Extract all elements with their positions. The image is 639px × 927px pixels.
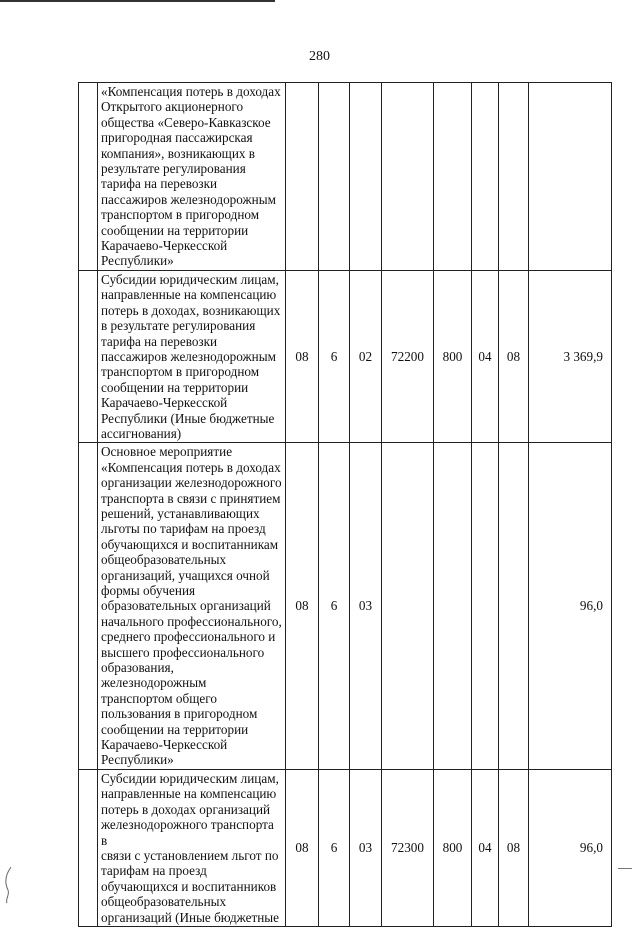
code-cell: 08 — [286, 270, 319, 442]
index-cell — [79, 83, 98, 271]
code-cell — [499, 443, 529, 770]
description-cell: «Компенсация потерь в доходах Открытого акционерного общества «Северо-Кавказское пригородная пассажирская компания», возникающих в результате регулирования тарифа на перевозки пассажиров железнодорожным транспортом в пригородном сообщении на территории Карачаево-Черкесской Республики» — [98, 83, 286, 271]
code-cell — [434, 443, 472, 770]
code-cell: 08 — [286, 769, 319, 926]
index-cell — [79, 270, 98, 442]
code-cell: 6 — [319, 769, 350, 926]
code-cell: 03 — [350, 769, 382, 926]
scan-artifact-mark — [2, 866, 16, 904]
table-row — [79, 443, 612, 770]
page-number: 280 — [309, 49, 330, 64]
code-cell: 04 — [472, 769, 499, 926]
amount-cell: 96,0 — [529, 443, 612, 770]
code-cell: 08 — [499, 769, 529, 926]
description-cell: Субсидии юридическим лицам, направленные на компенсацию потерь в доходах, возникающих в результате регулирования тарифа на перевозки пассажиров железнодорожным транспортом в пригородном сообщении на территории Карачаево-Черкесской Республики (Иные бюджетные ассигнования) — [98, 270, 286, 442]
table-row — [79, 270, 612, 442]
code-cell: 02 — [350, 270, 382, 442]
code-cell — [319, 83, 350, 271]
code-cell — [434, 83, 472, 271]
code-cell: 800 — [434, 769, 472, 926]
code-cell: 800 — [434, 270, 472, 442]
code-cell: 6 — [319, 443, 350, 770]
amount-cell: 96,0 — [529, 769, 612, 926]
code-cell: 6 — [319, 270, 350, 442]
code-cell — [286, 83, 319, 271]
code-cell — [382, 443, 434, 770]
code-cell — [472, 443, 499, 770]
description-cell: Основное мероприятие «Компенсация потерь в доходах организации железнодорожного транспорта в связи с принятием решений, устанавливающих льготы по тарифам на проезд обучающихся и воспитанникам общеобразовательных организаций, учащихся очной формы обучения образовательных организаций начального профессионального, среднего профессионального и высшего профессионального образования, железнодорожным транспортом общего пользования в пригородном сообщении на территории Карачаево-Черкесской Республики» — [98, 443, 286, 770]
index-cell — [79, 443, 98, 770]
code-cell: 72300 — [382, 769, 434, 926]
code-cell: 04 — [472, 270, 499, 442]
description-cell: Субсидии юридическим лицам, направленные на компенсацию потерь в доходах организаций железнодорожного транспорта в связи с установлением льгот по тарифам на проезд обучающихся и воспитанников общеобразовательных организаций (Иные бюджетные — [98, 769, 286, 926]
code-cell: 08 — [499, 270, 529, 442]
table-row — [79, 83, 612, 271]
amount-cell: 3 369,9 — [529, 270, 612, 442]
code-cell — [350, 83, 382, 271]
code-cell — [382, 83, 434, 271]
code-cell — [472, 83, 499, 271]
code-cell — [499, 83, 529, 271]
code-cell: 03 — [350, 443, 382, 770]
amount-cell — [529, 83, 612, 271]
scan-edge-line — [0, 0, 275, 2]
scan-artifact-dash — [618, 868, 632, 869]
table-row — [79, 769, 612, 926]
code-cell: 08 — [286, 443, 319, 770]
index-cell — [79, 769, 98, 926]
code-cell: 72200 — [382, 270, 434, 442]
budget-table — [78, 82, 612, 927]
